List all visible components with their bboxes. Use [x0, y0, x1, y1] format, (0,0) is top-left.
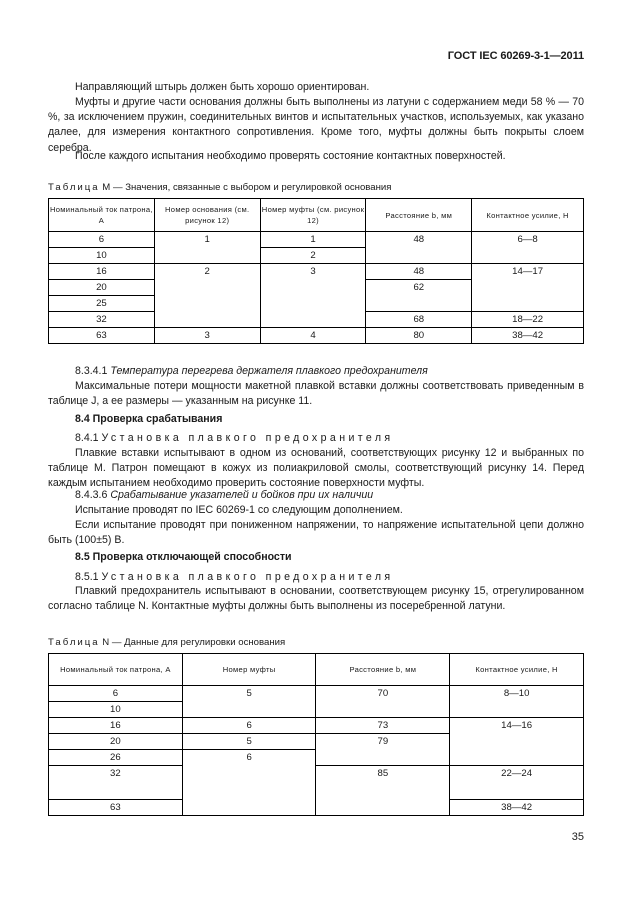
section-number: 8.5.1 — [75, 571, 99, 583]
table-cell: 68 — [366, 312, 472, 328]
table-cell: 6 — [49, 232, 155, 248]
table-cell: 5 — [182, 734, 316, 750]
table-cell: 10 — [49, 702, 183, 718]
table-cell: 5 — [182, 686, 316, 718]
table-cell: 26 — [49, 750, 183, 766]
table-m-header-cell: Номер муфты (см. рисунок 12) — [260, 199, 366, 232]
table-row — [49, 766, 584, 800]
table-cell: 63 — [49, 800, 183, 816]
table-cell: 22—24 — [450, 766, 584, 800]
table-cell: 20 — [49, 734, 183, 750]
table-cell: 14—16 — [450, 718, 584, 766]
section-8-5-1-text: Плавкий предохранитель испытывают в основании, соответствующем рисунку 15, отрегулированном согласно таблице N. Контактные муфты должны быть выполнены из посеребренной латуни. — [48, 585, 584, 613]
section-8-4-heading: 8.4 Проверка срабатывания — [75, 413, 223, 425]
table-n-header-cell: Контактное усилие, Н — [450, 654, 584, 686]
section-8-3-4-1-heading — [48, 364, 584, 379]
section-8-4-3-6-text-2: Если испытание проводят при пониженном напряжении, то напряжение испытательной цепи должно быть (100±5) В. — [48, 519, 584, 547]
table-m-header-row — [49, 199, 584, 232]
section-8-4-3-6-heading — [48, 488, 584, 503]
section-8-4-1-heading — [48, 431, 584, 446]
table-m-header-cell: Номер основания (см. рисунок 12) — [154, 199, 260, 232]
table-m-header-cell: Номинальный ток патрона, А — [49, 199, 155, 232]
table-cell: 80 — [366, 328, 472, 344]
table-cell: 6 — [182, 718, 316, 734]
table-cell: 62 — [366, 280, 472, 312]
section-title: Установка плавкого предохранителя — [101, 432, 394, 444]
table-row — [49, 718, 584, 734]
table-row — [49, 328, 584, 344]
paragraph-1: Направляющий штырь должен быть хорошо ориентирован. — [75, 81, 370, 93]
table-n-header-cell: Номинальный ток патрона, А — [49, 654, 183, 686]
table-cell: 2 — [260, 248, 366, 264]
table-row — [49, 686, 584, 702]
table-cell: 6—8 — [472, 232, 584, 264]
table-row — [49, 264, 584, 280]
table-m-caption-prefix: Таблица — [48, 182, 100, 193]
table-cell: 14—17 — [472, 264, 584, 312]
section-number: 8.3.4.1 — [75, 365, 108, 377]
table-m — [48, 198, 584, 344]
table-cell: 48 — [366, 264, 472, 280]
table-cell: 32 — [49, 766, 183, 800]
section-8-5-1-heading — [48, 570, 584, 585]
table-cell: 3 — [154, 328, 260, 344]
section-title: Срабатывание указателей и бойков при их наличии — [110, 489, 374, 501]
table-cell: 6 — [49, 686, 183, 702]
table-m-header-cell: Контактное усилие, Н — [472, 199, 584, 232]
section-8-5-heading: 8.5 Проверка отключающей способности — [75, 551, 292, 563]
table-cell: 1 — [154, 232, 260, 264]
section-8-4-3-6-text-1: Испытание проводят по IEC 60269-1 со следующим дополнением. — [75, 504, 403, 516]
table-cell: 20 — [49, 280, 155, 296]
table-cell: 3 — [260, 264, 366, 328]
table-row — [49, 232, 584, 248]
table-cell: 48 — [366, 232, 472, 264]
table-cell: 25 — [49, 296, 155, 312]
table-n-header-cell: Номер муфты — [182, 654, 316, 686]
paragraph-3: После каждого испытания необходимо проверять состояние контактных поверхностей. — [75, 150, 506, 162]
section-number: 8.4.1 — [75, 432, 99, 444]
table-m-caption — [48, 182, 392, 193]
table-cell: 70 — [316, 686, 450, 718]
table-n — [48, 653, 584, 816]
table-m-header-cell: Расстояние b, мм — [366, 199, 472, 232]
section-8-3-4-1-text: Максимальные потери мощности макетной плавкой вставки должны соответствовать приведенным в таблице J, а ее размеры — указанным на рисунке 11. — [48, 380, 584, 408]
table-cell: 8—10 — [450, 686, 584, 718]
section-8-4-1-text: Плавкие вставки испытывают в одном из оснований, соответствующих рисунку 12 и выбранных по таблице М. Патрон помещают в кожух из полиакриловой смолы, соответствующий рисунку 14. Перед каждым испытанием необходимо проверить состояние поверхности муфты. — [48, 447, 584, 490]
table-cell: 2 — [154, 264, 260, 328]
table-cell: 38—42 — [450, 800, 584, 816]
section-title: Температура перегрева держателя плавкого предохранителя — [110, 365, 428, 377]
table-n-caption-text: N — Данные для регулировки основания — [102, 637, 286, 648]
document-header: ГОСТ IEC 60269-3-1—2011 — [447, 50, 584, 62]
table-cell: 18—22 — [472, 312, 584, 328]
table-n-caption-prefix: Таблица — [48, 637, 100, 648]
table-cell: 38—42 — [472, 328, 584, 344]
page-number: 35 — [571, 831, 584, 843]
table-n-header-row — [49, 654, 584, 686]
table-cell: 79 — [316, 734, 450, 766]
table-cell: 63 — [49, 328, 155, 344]
table-cell: 10 — [49, 248, 155, 264]
table-cell: 73 — [316, 718, 450, 734]
table-cell: 85 — [316, 766, 450, 816]
table-cell: 4 — [260, 328, 366, 344]
table-cell: 1 — [260, 232, 366, 248]
paragraph-2: Муфты и другие части основания должны быть выполнены из латуни с содержанием меди 58 % — 70 %, за исключением пружин, соединительных винтов и испытательных участков, используемых, как указано далее, для измерения контактного сопротивления. Кроме того, муфты должны быть покрыты слоем серебра. — [48, 96, 584, 154]
table-n-caption — [48, 637, 285, 648]
table-cell: 16 — [49, 718, 183, 734]
table-cell: 6 — [182, 750, 316, 816]
table-m-caption-text: М — Значения, связанные с выбором и регулировкой основания — [102, 182, 392, 193]
section-title: Установка плавкого предохранителя — [101, 571, 394, 583]
table-cell: 16 — [49, 264, 155, 280]
section-number: 8.4.3.6 — [75, 489, 108, 501]
table-n-header-cell: Расстояние b, мм — [316, 654, 450, 686]
table-cell: 32 — [49, 312, 155, 328]
